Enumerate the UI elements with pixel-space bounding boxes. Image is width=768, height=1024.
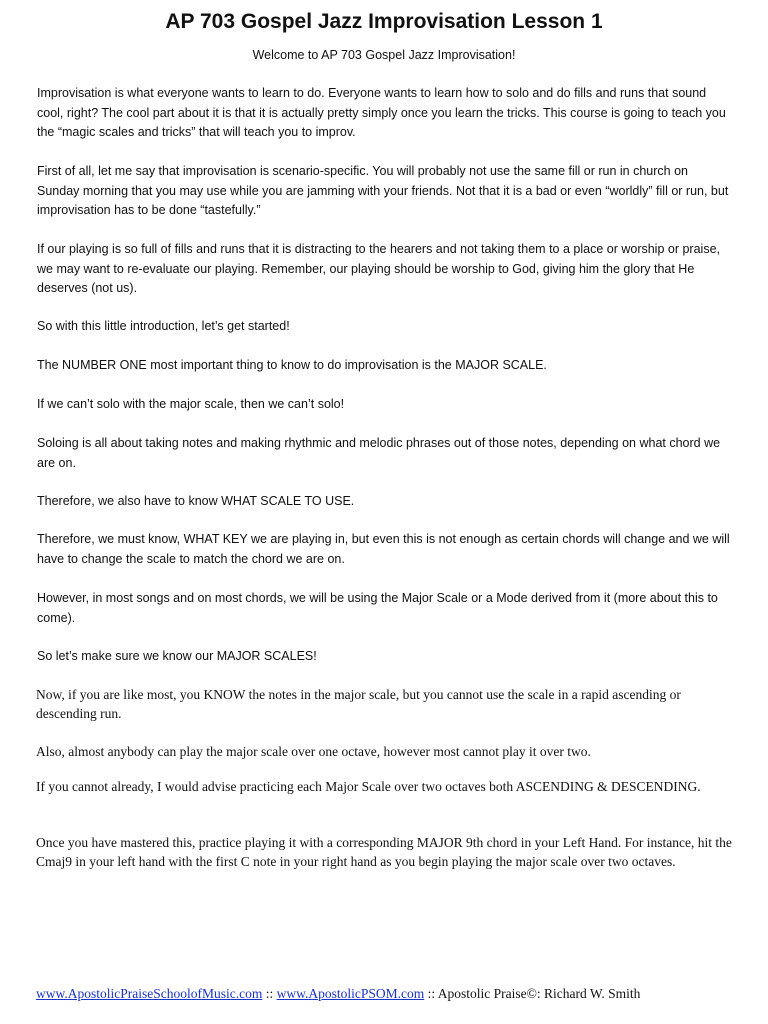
paragraph-14: If you cannot already, I would advise practicing each Major Scale over two octaves both ASCENDING & DESCENDING. [36, 779, 701, 794]
paragraph-15: Once you have mastered this, practice playing it with a corresponding MAJOR 9th chord in your Left Hand. For instance, hit the Cmaj9 in your left hand with the first C note in your right hand as you begin playing the major scale over two octaves. [36, 835, 732, 869]
paragraph-1: Improvisation is what everyone wants to learn to do. Everyone wants to learn how to solo and do fills and runs that sound cool, right? The cool part about it is that it is actually pretty simply once you learn the tricks. This course is going to teach you the “magic scales and tricks” that will teach you to improv. [37, 86, 726, 139]
paragraph-8: Therefore, we also have to know WHAT SCALE TO USE. [37, 494, 355, 508]
paragraph-13: Also, almost anybody can play the major scale over one octave, however most cannot play it over two. [36, 744, 591, 759]
footer-separator: :: [262, 986, 277, 1001]
footer-link-school-of-music[interactable]: www.ApostolicPraiseSchoolofMusic.com [36, 986, 263, 1001]
paragraph-10: However, in most songs and on most chords, we will be using the Major Scale or a Mode derived from it (more about this to come). [37, 591, 718, 625]
paragraph-7: Soloing is all about taking notes and making rhythmic and melodic phrases out of those notes, depending on what chord we are on. [37, 436, 721, 470]
paragraph-12: Now, if you are like most, you KNOW the notes in the major scale, but you cannot use the scale in a rapid ascending or descending run. [36, 687, 681, 721]
page-title: AP 703 Gospel Jazz Improvisation Lesson 1 [165, 10, 603, 33]
footer-separator: :: [424, 986, 438, 1001]
paragraph-3: If our playing is so full of fills and runs that it is distracting to the hearers and not taking them to a place or worship or praise, we may want to re-evaluate our playing. Remember, our playing should be worship to God, giving him the glory that He deserves (not us). [37, 242, 720, 295]
footer-link-apostolic-psom[interactable]: www.ApostolicPSOM.com [276, 986, 425, 1001]
paragraph-4: So with this little introduction, let’s get started! [37, 319, 290, 333]
footer-credit: Apostolic Praise©: Richard W. Smith [437, 986, 641, 1001]
paragraph-9: Therefore, we must know, WHAT KEY we are playing in, but even this is not enough as certain chords will change and we will have to change the scale to match the chord we are on. [37, 532, 730, 566]
paragraph-11: So let’s make sure we know our MAJOR SCALES! [37, 649, 317, 663]
page-subtitle: Welcome to AP 703 Gospel Jazz Improvisation! [252, 48, 516, 62]
paragraph-5: The NUMBER ONE most important thing to know to do improvisation is the MAJOR SCALE. [37, 358, 547, 372]
paragraph-2: First of all, let me say that improvisation is scenario-specific. You will probably not use the same fill or run in church on Sunday morning that you may use while you are jamming with your friends. Not that it is a bad or even “worldly” fill or run, but improvisation has to be done “tastefully.” [37, 164, 729, 217]
paragraph-6: If we can’t solo with the major scale, then we can’t solo! [37, 397, 345, 411]
footer [36, 984, 736, 1004]
